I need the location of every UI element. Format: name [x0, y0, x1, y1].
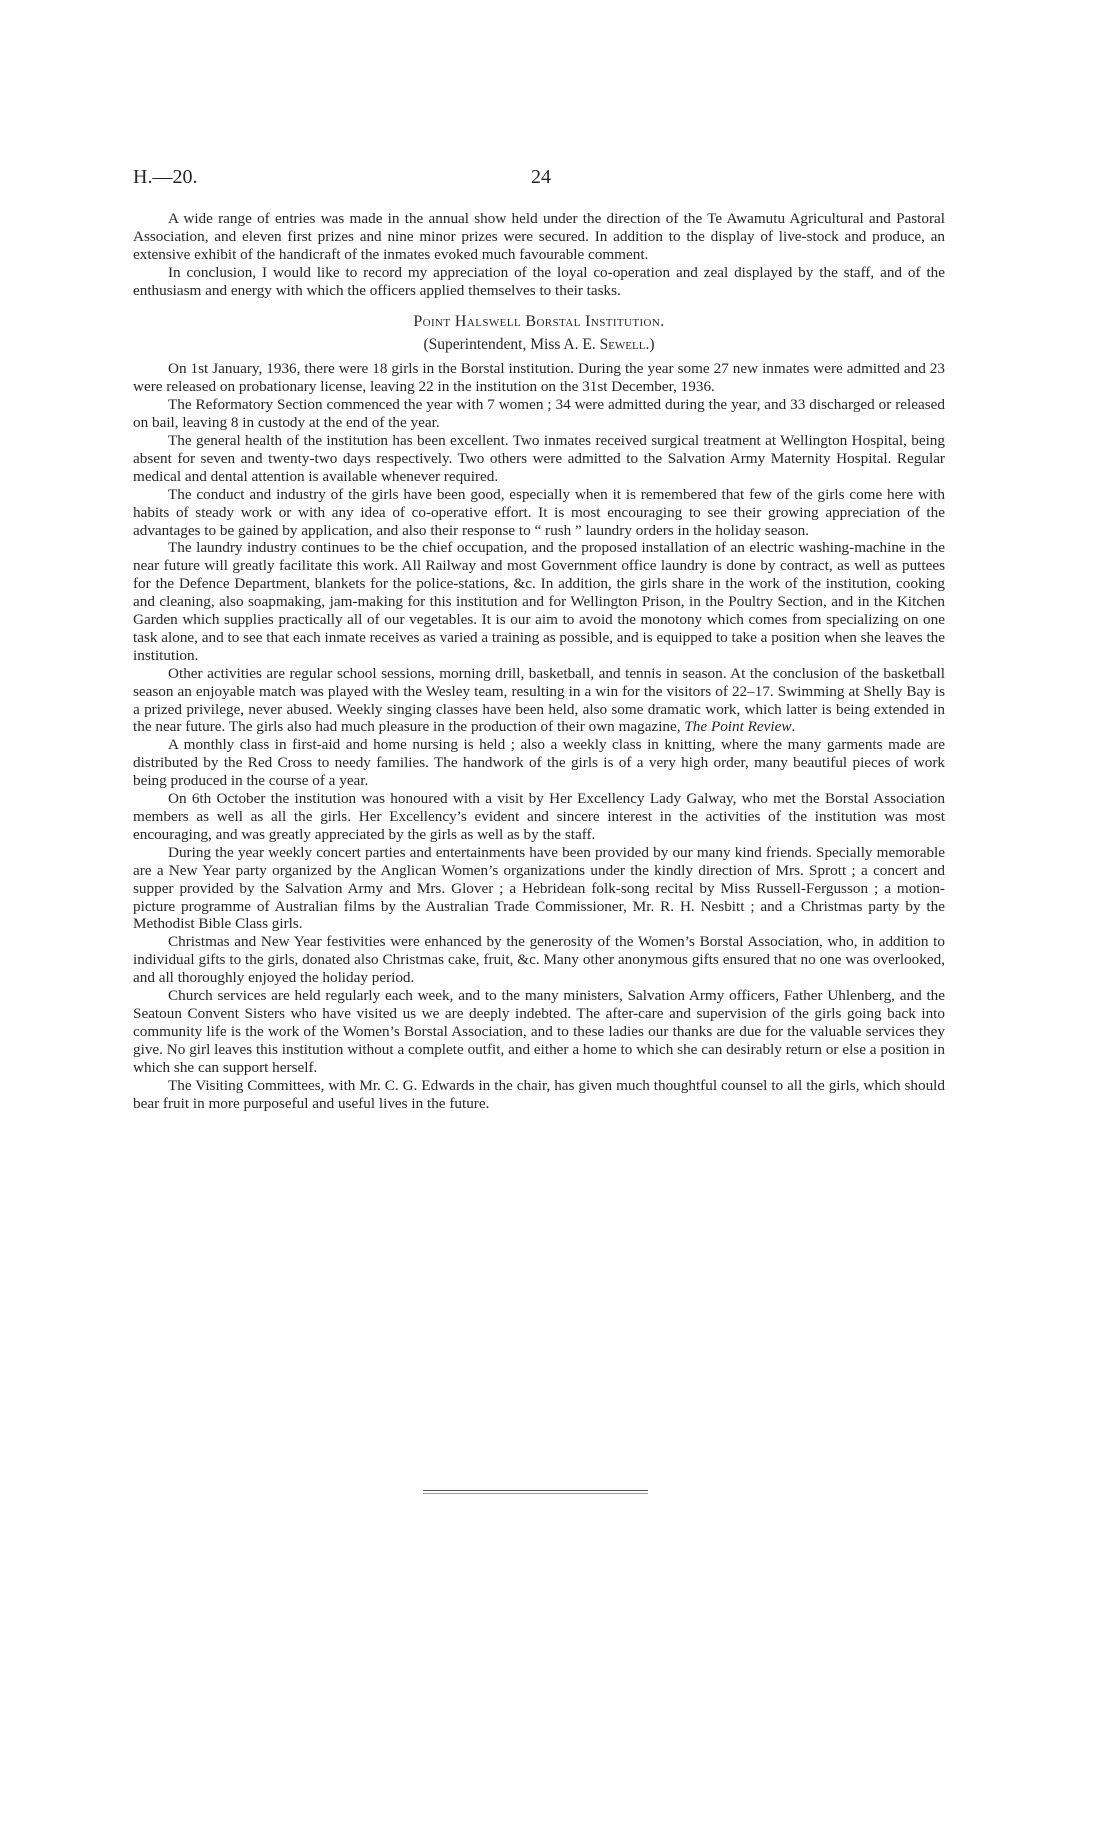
body-text — [133, 210, 945, 1112]
page-number: 24 — [531, 166, 551, 188]
subtitle-suffix: .) — [645, 336, 655, 354]
paragraph: The Reformatory Section commenced the year with 7 women ; 34 were admitted during the year, and 33 discharged or released on bail, leaving 8 in custody at the end of the year. — [133, 396, 945, 432]
paragraph: On 1st January, 1936, there were 18 girls in the Borstal institution. During the year some 27 new inmates were admitted and 23 were released on probationary license, leaving 22 in the institution on the 31st December, 1936. — [133, 360, 945, 396]
end-rule — [423, 1490, 648, 1494]
paragraph: In conclusion, I would like to record my appreciation of the loyal co-operation and zeal displayed by the staff, and of the enthusiasm and energy with which the officers applied themselves to their tasks. — [133, 263, 945, 299]
paragraph: Church services are held regularly each week, and to the many ministers, Salvation Army officers, Father Uhlenberg, and the Seatoun Convent Sisters who have visited us we are deeply indebted. The after-care and supervision of the girls going back into community life is the work of the Women’s Borstal Association, and to these ladies our thanks are due for the valuable services they give. No girl leaves this institution without a complete outfit, and either a home to which she can desirably return or else a position in which she can support herself. — [133, 987, 945, 1076]
magazine-title: The Point Review — [684, 718, 792, 736]
section-subtitle — [133, 336, 945, 354]
superintendent-name: Sewell — [599, 336, 646, 354]
activities-text: Other activities are regular school sessions, morning drill, basketball, and tennis in season. At the conclusion of the basketball season an enjoyable match was played with the Wesley team, resulting in a win for the visitors of 22–17. Swimming at Shelly Bay is a prized privilege, never abused. Weekly singing classes have been held, also some dramatic work, which latter is being extended in the near future. The girls also had much pleasure in the production of their own magazine, — [133, 664, 945, 736]
paragraph: The general health of the institution has been excellent. Two inmates received surgical treatment at Wellington Hospital, being absent for seven and twenty-two days respectively. Two others were admitted to the Salvation Army Maternity Hospital. Regular medical and dental attention is available whenever required. — [133, 431, 945, 485]
paragraph: During the year weekly concert parties and entertainments have been provided by our many kind friends. Specially memorable are a New Year party organized by the Anglican Women’s organizations under the kindly direction of Mrs. Sprott ; a concert and supper provided by the Salvation Army and Mrs. Glover ; a Hebridean folk-song recital by Miss Russell-Fergusson ; a motion-picture programme of Australian films by the Australian Trade Commissioner, Mr. R. H. Nesbitt ; and a Christmas party by the Methodist Bible Class girls. — [133, 843, 945, 933]
page-header — [133, 166, 933, 192]
activities-end: . — [791, 718, 796, 736]
paragraph: The Visiting Committees, with Mr. C. G. Edwards in the chair, has given much thoughtful counsel to all the girls, which should bear fruit in more purposeful and useful lives in the future. — [133, 1076, 945, 1112]
paragraph: On 6th October the institution was honoured with a visit by Her Excellency Lady Galway, who met the Borstal Association members as well as all the girls. Her Excellency’s evident and sincere interest in the activities of the institution was most encouraging, and was greatly appreciated by the girls as well as by the staff. — [133, 790, 945, 843]
paragraph: A monthly class in first-aid and home nursing is held ; also a weekly class in knitting, where the many garments made are distributed by the Red Cross to needy families. The handwork of the girls is of a very high order, many beautiful pieces of work being produced in the course of a year. — [133, 736, 945, 790]
subtitle-prefix: (Superintendent, Miss A. E. — [423, 336, 600, 354]
paragraph-activities — [133, 665, 945, 737]
paragraph: The laundry industry continues to be the chief occupation, and the proposed installation of an electric washing-machine in the near future will greatly facilitate this work. All Railway and most Government office laundry is done by contract, as well as puttees for the Defence Department, blankets for the police-stations, &c. In addition, the girls share in the work of the institution, cooking and cleaning, also soapmaking, jam-making for this institution and for Wellington Prison, in the Poultry Section, and in the Kitchen Garden which supplies practically all of our vegetables. It is our aim to avoid the monotony which comes from specializing on one task alone, and to see that each inmate receives as varied a training as possible, and is equipped to take a position when she leaves the institution. — [133, 539, 945, 664]
paragraph: A wide range of entries was made in the annual show held under the direction of the Te Awamutu Agricultural and Pastoral Association, and eleven first prizes and nine minor prizes were secured. In addition to the display of live-stock and produce, an extensive exhibit of the handicraft of the inmates evoked much favourable comment. — [133, 210, 945, 263]
paragraph: Christmas and New Year festivities were enhanced by the generosity of the Women’s Borstal Association, who, in addition to individual gifts to the girls, donated also Christmas cake, fruit, &c. Many other anonymous gifts ensured that no one was overlooked, and all thoroughly enjoyed the holiday period. — [133, 933, 945, 987]
document-code: H.—20. — [133, 166, 198, 188]
section-title: Point Halswell Borstal Institution. — [413, 312, 665, 330]
paragraph: The conduct and industry of the girls have been good, especially when it is remembered that few of the girls come here with habits of steady work or with any idea of co-operative effort. It is most encouraging to see their growing appreciation of the advantages to be gained by application, and also their response to “ rush ” laundry orders in the holiday season. — [133, 485, 945, 539]
